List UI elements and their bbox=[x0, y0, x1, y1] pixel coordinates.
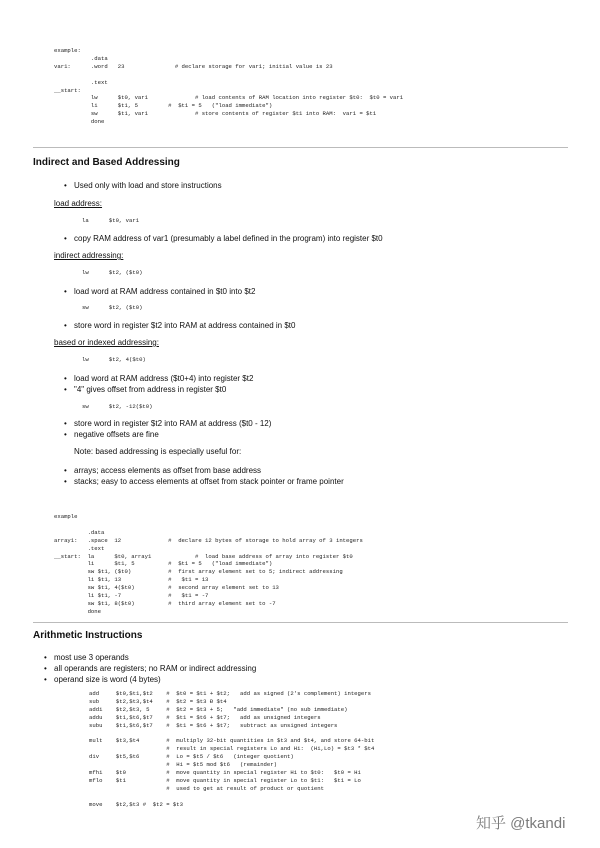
based-load-bullets bbox=[64, 373, 253, 395]
list-item: • arrays; access elements as offset from base address bbox=[64, 465, 344, 476]
list-item: • load word at RAM address ($t0+4) into register $t2 bbox=[64, 373, 253, 384]
indirect-store-code: sw $t2, ($t0) bbox=[82, 304, 143, 311]
list-item: • all operands are registers; no RAM or indirect addressing bbox=[44, 663, 256, 674]
indirect-addressing-label: indirect addressing: bbox=[54, 251, 124, 260]
intro-bullet-list bbox=[64, 180, 222, 191]
list-item: • Used only with load and store instructions bbox=[64, 180, 222, 191]
based-addressing-label: based or indexed addressing: bbox=[54, 338, 159, 347]
list-item: • store word in register $t2 into RAM at address contained in $t0 bbox=[64, 320, 295, 331]
list-item: • stacks; easy to access elements at offset from stack pointer or frame pointer bbox=[64, 476, 344, 487]
section-title-arithmetic: Arithmetic Instructions bbox=[33, 630, 143, 641]
arithmetic-code-block: add $t0,$t1,$t2 # $t0 = $t1 + $t2; add as signed (2's complement) integers sub $t2,$t3,$t4 # $t2 = $t3 Ð $t4 addi $t2,$t3, 5 # $t2 = $t3 + 5; "add immediate" (no sub immediate) addu $t1,$t6,$t7 # $t1 = $t6 + $t7; add as unsigned integers subu $t1,$t6,$t7 # $t1 = $t6 + $t7; subtract as unsigned integers mult $t3,$t4 # multiply 32-bit quantities in $t3 and $t4, and store 64-bit # result in special registers Lo and Hi: (Hi,Lo) = $t3 * $t4 div $t5,$t6 # Lo = $t5 / $t6 (integer quotient) # Hi = $t5 mod $t6 (remainder) mfhi $t0 # move quantity in special register Hi to $t0: $t0 = Hi mflo $t1 # move quantity in special register Lo to $t1: $t1 = Lo # used to get at result of product or quotient move $t2,$t3 # $t2 = $t3 bbox=[89, 690, 375, 808]
watermark: 知乎 @tkandi bbox=[476, 815, 566, 832]
based-store-bullets bbox=[64, 418, 271, 440]
section-divider bbox=[33, 622, 568, 623]
array-example-code-block: example .data array1: .space 12 # declare 12 bytes of storage to hold array of 3 integers .text __start: la $t0, array1 # load base address of array into register $t0 li $t1, 5 # $t1 = 5 ("load immediate") sw $t1, ($t0) # first array element set to 5; indirect addressing li $t1, 13 # $t1 = 13 sw $t1, 4($t0) # second array element set to 13 li $t1, -7 # $t1 = -7 sw $t1, 8($t0) # third array element set to -7 done bbox=[54, 513, 363, 615]
indirect-store-bullets bbox=[64, 320, 295, 331]
list-item: • "4" gives offset from address in register $t0 bbox=[64, 384, 253, 395]
load-address-label: load address: bbox=[54, 199, 103, 208]
list-item: • copy RAM address of var1 (presumably a label defined in the program) into register $t0 bbox=[64, 233, 383, 244]
load-address-code: la $t0, var1 bbox=[82, 217, 140, 224]
section-title-indirect: Indirect and Based Addressing bbox=[33, 157, 180, 168]
indirect-load-bullets bbox=[64, 286, 255, 297]
list-item: • operand size is word (4 bytes) bbox=[44, 674, 256, 685]
note-bullet-list bbox=[64, 465, 344, 487]
example-code-block: example: .data var1: .word 23 # declare storage for var1; initial value is 23 .text __start: lw $t0, var1 # load contents of RAM location into register $t0: $t0 = var1 li $t1, 5 # $t1 = 5 ("load immediate") sw $t1, var1 # store contents of register $t1 into RAM: var1 = $t1 done bbox=[54, 47, 404, 126]
based-load-code: lw $t2, 4($t0) bbox=[82, 356, 146, 363]
list-item: • store word in register $t2 into RAM at address ($t0 - 12) bbox=[64, 418, 271, 429]
load-address-bullets bbox=[64, 233, 383, 244]
list-item: • negative offsets are fine bbox=[64, 429, 271, 440]
based-store-code: sw $t2, -12($t0) bbox=[82, 403, 153, 410]
section-divider bbox=[33, 147, 568, 148]
list-item: • load word at RAM address contained in $t0 into $t2 bbox=[64, 286, 255, 297]
list-item: • most use 3 operands bbox=[44, 652, 256, 663]
based-addressing-note: Note: based addressing is especially useful for: bbox=[74, 447, 242, 456]
arithmetic-bullet-list bbox=[44, 652, 256, 685]
indirect-load-code: lw $t2, ($t0) bbox=[82, 269, 143, 276]
